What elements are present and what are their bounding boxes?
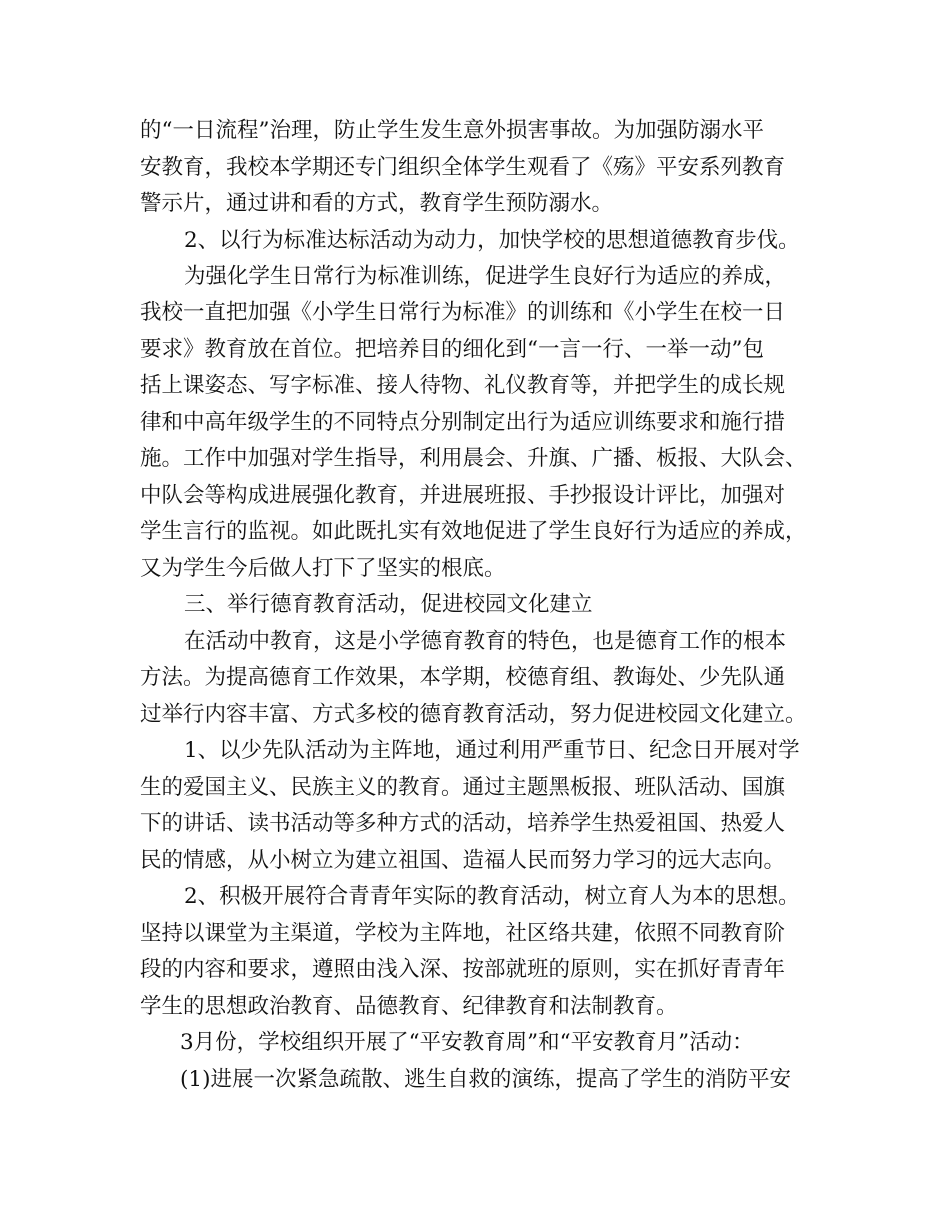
text-line: 在活动中教育，这是小学德育教育的特色，也是德育工作的根本: [184, 629, 787, 654]
text-line: 的“一日流程”治理，防止学生发生意外损害事故。为加强防溺水平: [140, 118, 764, 143]
text-line: 括上课姿态、写字标准、接人待物、礼仪教育等，并把学生的成长规: [140, 373, 786, 398]
text-line: 警示片，通过讲和看的方式，教育学生预防溺水。: [140, 191, 614, 216]
text-line: 坚持以课堂为主渠道，学校为主阵地，社区络共建，依照不同教育阶: [140, 921, 786, 946]
text-line: 为强化学生日常行为标准训练，促进学生良好行为适应的养成，: [184, 264, 787, 289]
text-line: 生的爱国主义、民族主义的教育。通过主题黑板报、班队活动、国旗: [140, 775, 786, 800]
text-line: 1、以少先队活动为主阵地，通过利用严重节日、纪念日开展对学: [184, 738, 800, 763]
text-line: 学生言行的监视。如此既扎实有效地促进了学生良好行为适应的养成，: [140, 519, 807, 544]
text-line: (1)进展一次紧急疏散、逃生自救的演练，提高了学生的消防平安: [180, 1067, 791, 1092]
text-line: 我校一直把加强《小学生日常行为标准》的训练和《小学生在校一日: [140, 300, 786, 325]
section-heading: 三、举行德育教育活动，促进校园文化建立: [184, 592, 593, 617]
text-line: 段的内容和要求，遵照由浅入深、按部就班的原则，实在抓好青青年: [140, 957, 786, 982]
text-line: 要求》教育放在首位。把培养目的细化到“一言一行、一举一动”包: [140, 337, 764, 362]
text-line: 2、积极开展符合青青年实际的教育活动，树立育人为本的思想。: [184, 884, 800, 909]
text-line: 中队会等构成进展强化教育，并进展班报、手抄报设计评比，加强对: [140, 483, 786, 508]
text-line: 下的讲话、读书活动等多种方式的活动，培养学生热爱祖国、热爱人: [140, 811, 786, 836]
text-line: 方法。为提高德育工作效果，本学期，校德育组、教诲处、少先队通: [140, 665, 786, 690]
text-line: 3月份，学校组织开展了“平安教育周”和“平安教育月”活动：: [180, 1030, 754, 1055]
text-line: 律和中高年级学生的不同特点分别制定出行为适应训练要求和施行措: [140, 410, 786, 435]
text-line: 民的情感，从小树立为建立祖国、造福人民而努力学习的远大志向。: [140, 848, 786, 873]
text-line: 施。工作中加强对学生指导，利用晨会、升旗、广播、板报、大队会、: [140, 446, 807, 471]
text-line: 又为学生今后做人打下了坚实的根底。: [140, 556, 506, 581]
text-line: 2、以行为标准达标活动为动力，加快学校的思想道德教育步伐。: [184, 228, 800, 253]
text-line: 安教育，我校本学期还专门组织全体学生观看了《殇》平安系列教育: [140, 155, 786, 180]
text-line: 过举行内容丰富、方式多校的德育教育活动，努力促进校园文化建立。: [140, 702, 807, 727]
text-line: 学生的思想政治教育、品德教育、纪律教育和法制教育。: [140, 994, 678, 1019]
